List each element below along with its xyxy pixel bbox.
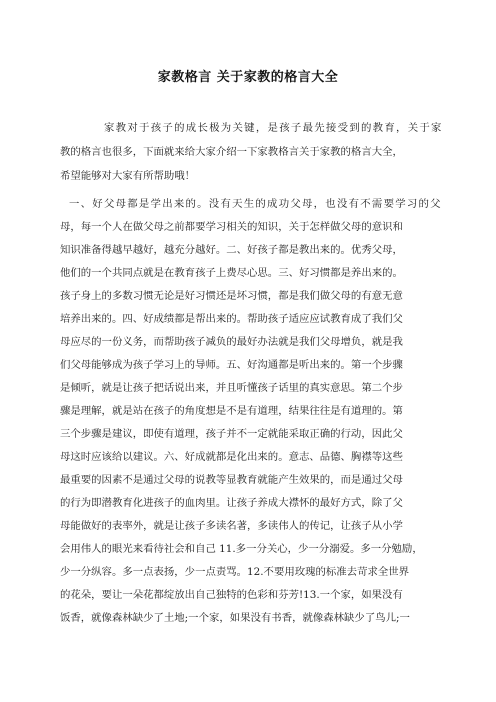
body-line: 母应尽的一份义务，而帮助孩子减负的最好办法就是我们父母增负，就是我 <box>60 336 403 348</box>
page-title: 家教格言 关于家教的格言大全 <box>157 70 339 85</box>
body-line: 们父母能够成为孩子学习上的导师。五、好沟通都是听出来的。第一个步骤 <box>60 359 403 371</box>
body-line: 会用伟人的眼光来看待社会和自己 11.多一分关心，少一分溺爱。多一分勉励， <box>60 543 423 555</box>
body-line: 教的格言也很多，下面就来给大家介绍一下家教格言关于家教的格言大全， <box>60 146 403 158</box>
body-line: 少一分纵容。多一点表扬，少一点责骂。12.不要用玫瑰的标准去苛求全世界 <box>60 566 410 578</box>
body-line: 母能做好的表率外，就是让孩子多读名著，多读伟人的传记，让孩子从小学 <box>60 520 403 532</box>
body-line: 他们的一个共同点就是在教育孩子上费尽心思。三、好习惯都是养出来的。 <box>60 267 403 279</box>
body-line: 孩子身上的多数习惯无论是好习惯还是坏习惯，都是我们做父母的有意无意 <box>60 290 403 302</box>
body-line: 最重要的因素不是通过父母的说教等显教育就能产生效果的，而是通过父母 <box>60 474 403 486</box>
body-line: 希望能够对大家有所帮助哦！ <box>60 170 196 182</box>
body-line: 的花朵，要让一朵花都绽放出自己独特的色彩和芬芳!13.一个家，如果没有 <box>60 589 403 601</box>
body-line: 一、好父母都是学出来的。没有天生的成功父母，也没有不需要学习的父 <box>69 198 442 210</box>
body-line: 骤是理解，就是站在孩子的角度想是不是有道理，结果往往是有道理的。第 <box>60 405 403 417</box>
body-line: 饭香，就像森林缺少了土地;一个家，如果没有书香，就像森林缺少了鸟儿;一 <box>60 612 410 624</box>
body-line: 培养出来的。四、好成绩都是帮出来的。帮助孩子适应应试教育成了我们父 <box>60 313 403 325</box>
body-line: 三个步骤是建议，即使有道理，孩子并不一定就能采取正确的行动，因此父 <box>60 428 403 440</box>
body-line: 的行为即潜教育化进孩子的血肉里。让孩子养成大襟怀的最好方式，除了父 <box>60 497 403 509</box>
body-line: 是倾听，就是让孩子把话说出来，并且听懂孩子话里的真实意思。第二个步 <box>60 382 403 394</box>
body-line: 母，每一个人在做父母之前都要学习相关的知识，关于怎样做父母的意识和 <box>60 221 403 233</box>
body-line: 母这时应该给以建议。六、好成就都是化出来的。意志、品德、胸襟等这些 <box>60 451 403 463</box>
body-line: 家教对于孩子的成长极为关键，是孩子最先接受到的教育，关于家 <box>104 122 443 134</box>
body-line: 知识准备得越早越好，越充分越好。二、好孩子都是教出来的。优秀父母， <box>60 244 403 256</box>
